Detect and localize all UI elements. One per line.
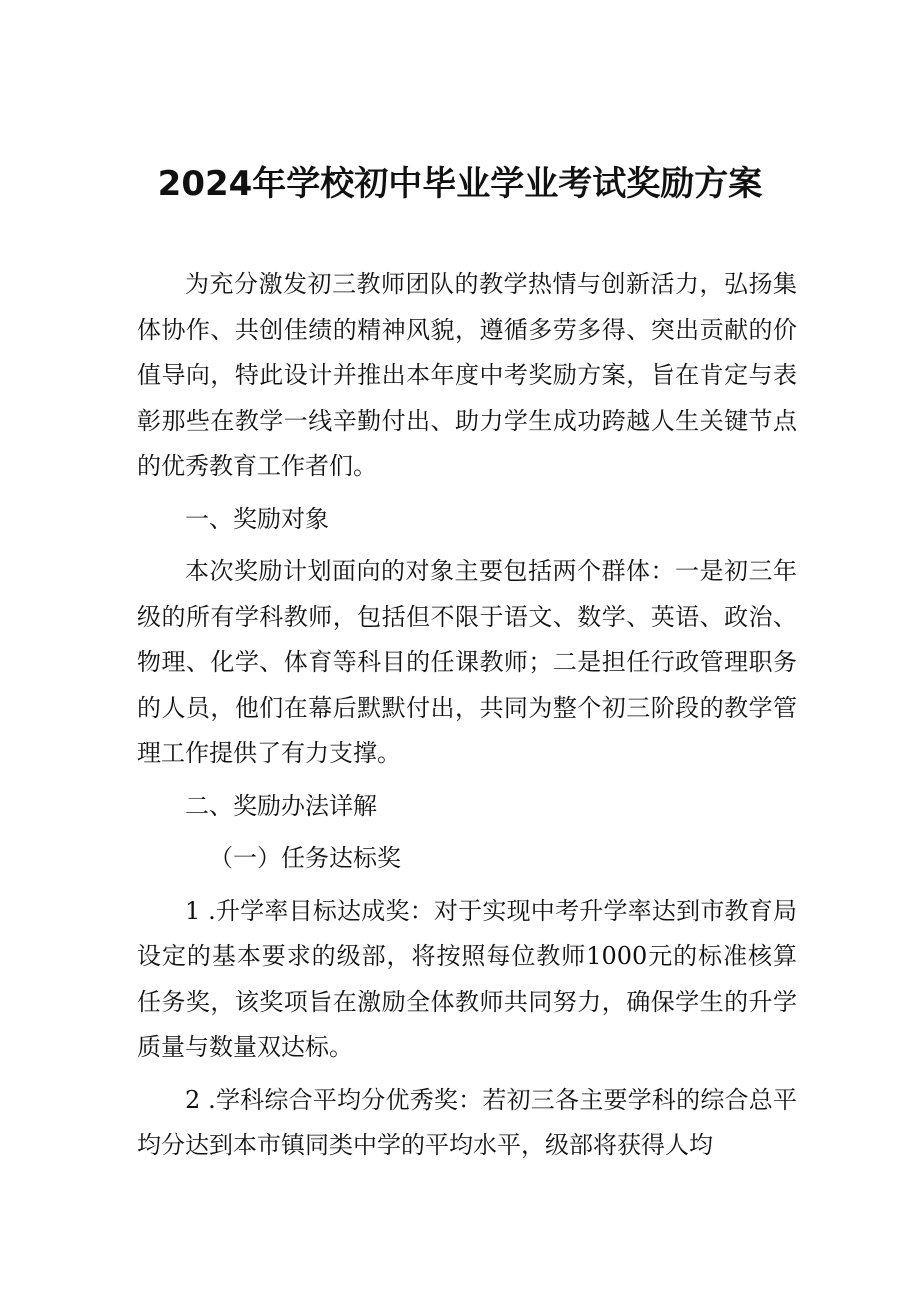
document-body — [137, 262, 797, 1169]
award-targets-paragraph: 本次奖励计划面向的对象主要包括两个群体：一是初三年级的所有学科教师，包括但不限于语文、数学、英语、政治、物理、化学、体育等科目的任课教师；二是担任行政管理职务的人员，他们在幕后默默付出，共同为整个初三阶段的教学管理工作提供了有力支撑。 — [137, 557, 797, 767]
item-average-score-award: 2 .学科综合平均分优秀奖：若初三各主要学科的综合总平均分达到本市镇同类中学的平均水平，级部将获得人均 — [137, 1085, 797, 1159]
section-heading-award-targets: 一、奖励对象 — [185, 504, 329, 533]
section-heading-award-methods: 二、奖励办法详解 — [185, 791, 377, 820]
subsection-heading-task-award: （一）任务达标奖 — [209, 844, 401, 872]
intro-paragraph: 为充分激发初三教师团队的教学热情与创新活力，弘扬集体协作、共创佳绩的精神风貌，遵循多劳多得、突出贡献的价值导向，特此设计并推出本年度中考奖励方案，旨在肯定与表彰那些在教学一线辛勤付出、助力学生成功跨越人生关键节点的优秀教育工作者们。 — [137, 270, 797, 480]
document-title: 2024年学校初中毕业学业考试奖励方案 — [157, 164, 763, 204]
item-promotion-rate-award: 1 .升学率目标达成奖：对于实现中考升学率达到市教育局设定的基本要求的级部，将按照每位教师1000元的标准核算任务奖，该奖项旨在激励全体教师共同努力，确保学生的升学质量与数量双达标。 — [137, 896, 797, 1061]
